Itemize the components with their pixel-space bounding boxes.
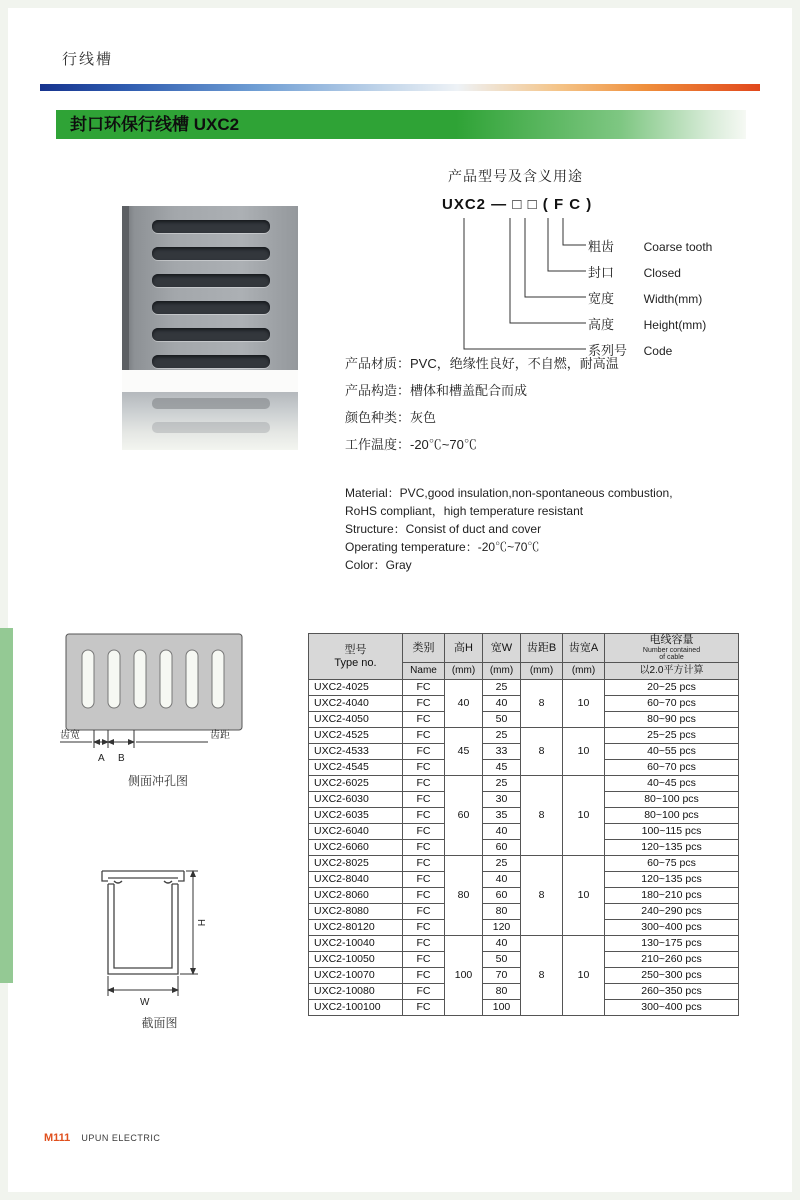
cell-width: 33	[483, 744, 521, 760]
header-model-cn: 型号	[344, 643, 367, 656]
cell-width: 30	[483, 792, 521, 808]
spec-line: 颜色种类：灰色	[345, 410, 437, 425]
cell-tooth-merged: 10	[563, 680, 605, 728]
cell-capacity: 180~210 pcs	[605, 888, 739, 904]
cell-width: 25	[483, 728, 521, 744]
col-header-category: 类别	[403, 634, 445, 663]
cell-category: FC	[403, 968, 445, 984]
cell-category: FC	[403, 936, 445, 952]
cell-capacity: 40~55 pcs	[605, 744, 739, 760]
cell-capacity: 20~25 pcs	[605, 680, 739, 696]
model-label-closed	[588, 262, 748, 280]
cell-category: FC	[403, 888, 445, 904]
dim-w-label: W	[140, 997, 150, 1008]
col-subheader-mm: (mm)	[483, 663, 521, 680]
cell-width: 80	[483, 904, 521, 920]
cell-capacity: 80~90 pcs	[605, 712, 739, 728]
cell-width: 25	[483, 776, 521, 792]
page-title: 封口环保行线槽 UXC2	[56, 110, 746, 139]
cell-width: 35	[483, 808, 521, 824]
header-capacity-en2: of cable	[659, 654, 684, 662]
cell-model: UXC2-8060	[309, 888, 403, 904]
cell-tooth-merged: 10	[563, 936, 605, 1016]
header-model-en: Type no.	[334, 656, 377, 669]
cell-category: FC	[403, 728, 445, 744]
spec-line: 工作温度：-20℃~70℃	[345, 437, 477, 452]
cell-tooth-merged: 10	[563, 728, 605, 776]
cell-pitch-merged: 8	[521, 728, 563, 776]
header-gradient-rule	[40, 84, 760, 91]
cell-category: FC	[403, 760, 445, 776]
cell-model: UXC2-4545	[309, 760, 403, 776]
cell-tooth-merged: 10	[563, 776, 605, 856]
cell-model: UXC2-6060	[309, 840, 403, 856]
col-header-width: 宽W	[483, 634, 521, 663]
header-capacity-cn: 电线容量	[649, 634, 694, 646]
cell-height-merged: 60	[445, 776, 483, 856]
cell-capacity: 120~135 pcs	[605, 872, 739, 888]
model-label-coarse-tooth	[588, 236, 748, 254]
label-cn: 封口	[588, 265, 615, 280]
cell-category: FC	[403, 872, 445, 888]
cross-section-caption: 截面图	[141, 1016, 178, 1030]
reflection-slot	[152, 398, 270, 409]
cell-pitch-merged: 8	[521, 776, 563, 856]
cell-model: UXC2-8080	[309, 904, 403, 920]
model-label-width	[588, 288, 748, 306]
duct-slot	[152, 247, 270, 260]
page-code: M111	[44, 1132, 71, 1144]
cell-model: UXC2-8025	[309, 856, 403, 872]
cell-category: FC	[403, 712, 445, 728]
cell-width: 80	[483, 984, 521, 1000]
cell-capacity: 25~25 pcs	[605, 728, 739, 744]
header-capacity-en1: Number contained	[642, 646, 701, 654]
label-cn: 高度	[588, 317, 615, 332]
col-subheader-mm: (mm)	[521, 663, 563, 680]
cell-capacity: 80~100 pcs	[605, 808, 739, 824]
cross-section-diagram	[92, 856, 227, 1011]
cell-width: 50	[483, 712, 521, 728]
table-row	[309, 856, 739, 872]
cell-width: 40	[483, 936, 521, 952]
label-en: Closed	[643, 266, 681, 280]
cell-capacity: 260~350 pcs	[605, 984, 739, 1000]
model-code-string: UXC2 — □ □ ( F C )	[442, 196, 593, 213]
cell-capacity: 60~70 pcs	[605, 696, 739, 712]
tooth-pitch-label: 齿距	[210, 730, 230, 741]
col-header-model	[309, 634, 403, 680]
spec-line: Operating temperature：-20℃~70℃	[345, 540, 540, 554]
cell-model: UXC2-10070	[309, 968, 403, 984]
model-label-height	[588, 314, 748, 332]
duct-slot	[152, 328, 270, 341]
cell-width: 120	[483, 920, 521, 936]
table-row	[309, 680, 739, 696]
cell-width: 50	[483, 952, 521, 968]
cell-model: UXC2-10040	[309, 936, 403, 952]
duct-slot	[152, 301, 270, 314]
cell-category: FC	[403, 904, 445, 920]
col-header-tooth: 齿宽A	[563, 634, 605, 663]
col-header-height: 高H	[445, 634, 483, 663]
cell-category: FC	[403, 840, 445, 856]
cell-model: UXC2-8040	[309, 872, 403, 888]
cell-model: UXC2-6035	[309, 808, 403, 824]
cell-model: UXC2-10080	[309, 984, 403, 1000]
green-margin-strip	[0, 628, 13, 983]
col-subheader-name: Name	[403, 663, 445, 680]
cell-model: UXC2-4050	[309, 712, 403, 728]
side-view-diagram	[58, 630, 258, 770]
cell-width: 40	[483, 872, 521, 888]
spec-line: Structure：Consist of duct and cover	[345, 522, 542, 536]
cell-pitch-merged: 8	[521, 856, 563, 936]
cell-height-merged: 80	[445, 856, 483, 936]
cell-capacity: 60~75 pcs	[605, 856, 739, 872]
cell-category: FC	[403, 984, 445, 1000]
cell-category: FC	[403, 952, 445, 968]
cell-category: FC	[403, 824, 445, 840]
cell-capacity: 80~100 pcs	[605, 792, 739, 808]
cell-width: 60	[483, 888, 521, 904]
cell-pitch-merged: 8	[521, 680, 563, 728]
table-row	[309, 936, 739, 952]
cell-category: FC	[403, 680, 445, 696]
cell-model: UXC2-4525	[309, 728, 403, 744]
duct-edge-shading	[122, 206, 129, 370]
cell-model: UXC2-10050	[309, 952, 403, 968]
dim-h-label: H	[195, 919, 206, 927]
page-footer	[44, 1132, 160, 1144]
spec-table-head	[309, 634, 739, 680]
cell-category: FC	[403, 1000, 445, 1016]
cell-model: UXC2-6040	[309, 824, 403, 840]
cell-capacity: 300~400 pcs	[605, 1000, 739, 1016]
cell-width: 100	[483, 1000, 521, 1016]
spec-line: RoHS compliant，high temperature resistant	[345, 504, 584, 518]
cell-model: UXC2-4025	[309, 680, 403, 696]
cell-tooth-merged: 10	[563, 856, 605, 936]
dim-b-label: B	[118, 753, 125, 764]
cell-width: 70	[483, 968, 521, 984]
cell-category: FC	[403, 696, 445, 712]
label-en: Code	[643, 344, 673, 358]
cell-capacity: 100~115 pcs	[605, 824, 739, 840]
cell-width: 40	[483, 696, 521, 712]
duct-cover-band	[122, 370, 298, 392]
cell-capacity: 60~70 pcs	[605, 760, 739, 776]
cell-width: 45	[483, 760, 521, 776]
side-view-caption: 侧面冲孔图	[127, 774, 188, 788]
reflection-slot	[152, 422, 270, 433]
duct-image	[122, 206, 298, 392]
cell-width: 25	[483, 680, 521, 696]
duct-slot	[152, 274, 270, 287]
label-en: Coarse tooth	[643, 240, 713, 254]
spec-table	[308, 633, 739, 1016]
cell-height-merged: 45	[445, 728, 483, 776]
product-photo	[122, 206, 298, 450]
col-subheader-mm: (mm)	[445, 663, 483, 680]
cell-category: FC	[403, 808, 445, 824]
cell-capacity: 240~290 pcs	[605, 904, 739, 920]
cell-pitch-merged: 8	[521, 936, 563, 1016]
specs-chinese	[345, 350, 745, 458]
label-cn: 宽度	[588, 291, 615, 306]
table-row	[309, 776, 739, 792]
cell-height-merged: 40	[445, 680, 483, 728]
cell-model: UXC2-6030	[309, 792, 403, 808]
cell-category: FC	[403, 920, 445, 936]
cell-width: 40	[483, 824, 521, 840]
cell-model: UXC2-4040	[309, 696, 403, 712]
cell-capacity: 130~175 pcs	[605, 936, 739, 952]
photo-reflection	[122, 392, 298, 450]
category-header: 行线槽	[62, 51, 114, 68]
col-header-pitch: 齿距B	[521, 634, 563, 663]
cell-width: 60	[483, 840, 521, 856]
spec-table-body	[309, 680, 739, 1016]
cell-category: FC	[403, 792, 445, 808]
duct-slot	[152, 355, 270, 368]
tooth-width-label: 齿宽	[60, 730, 80, 741]
cell-capacity: 210~260 pcs	[605, 952, 739, 968]
label-en: Height(mm)	[643, 318, 707, 332]
cell-width: 25	[483, 856, 521, 872]
cell-capacity: 250~300 pcs	[605, 968, 739, 984]
spec-line: 产品材质：PVC，绝缘性良好，不自燃，耐高温	[345, 356, 619, 371]
col-subheader-mm: (mm)	[563, 663, 605, 680]
cell-category: FC	[403, 776, 445, 792]
spec-line: 产品构造：槽体和槽盖配合而成	[345, 383, 528, 398]
col-header-capacity	[605, 634, 739, 663]
specs-english	[345, 484, 755, 574]
brand-name: UPUN ELECTRIC	[81, 1133, 161, 1143]
cell-model: UXC2-6025	[309, 776, 403, 792]
cell-model: UXC2-100100	[309, 1000, 403, 1016]
cell-capacity: 40~45 pcs	[605, 776, 739, 792]
cell-category: FC	[403, 744, 445, 760]
cell-capacity: 120~135 pcs	[605, 840, 739, 856]
cell-category: FC	[403, 856, 445, 872]
duct-slot	[152, 220, 270, 233]
table-row	[309, 728, 739, 744]
spec-line: Color：Gray	[345, 558, 412, 572]
cell-height-merged: 100	[445, 936, 483, 1016]
col-subheader-note: 以2.0平方计算	[605, 663, 739, 680]
cell-model: UXC2-4533	[309, 744, 403, 760]
label-cn: 粗齿	[588, 239, 615, 254]
cell-model: UXC2-80120	[309, 920, 403, 936]
model-diagram-title: 产品型号及含义用途	[448, 168, 583, 184]
label-en: Width(mm)	[643, 292, 703, 306]
dim-a-label: A	[98, 753, 105, 764]
spec-line: Material：PVC,good insulation,non-spontaneous combustion,	[345, 486, 673, 500]
model-meaning-diagram	[438, 166, 748, 376]
label-cn: 系列号	[588, 343, 628, 358]
cell-capacity: 300~400 pcs	[605, 920, 739, 936]
